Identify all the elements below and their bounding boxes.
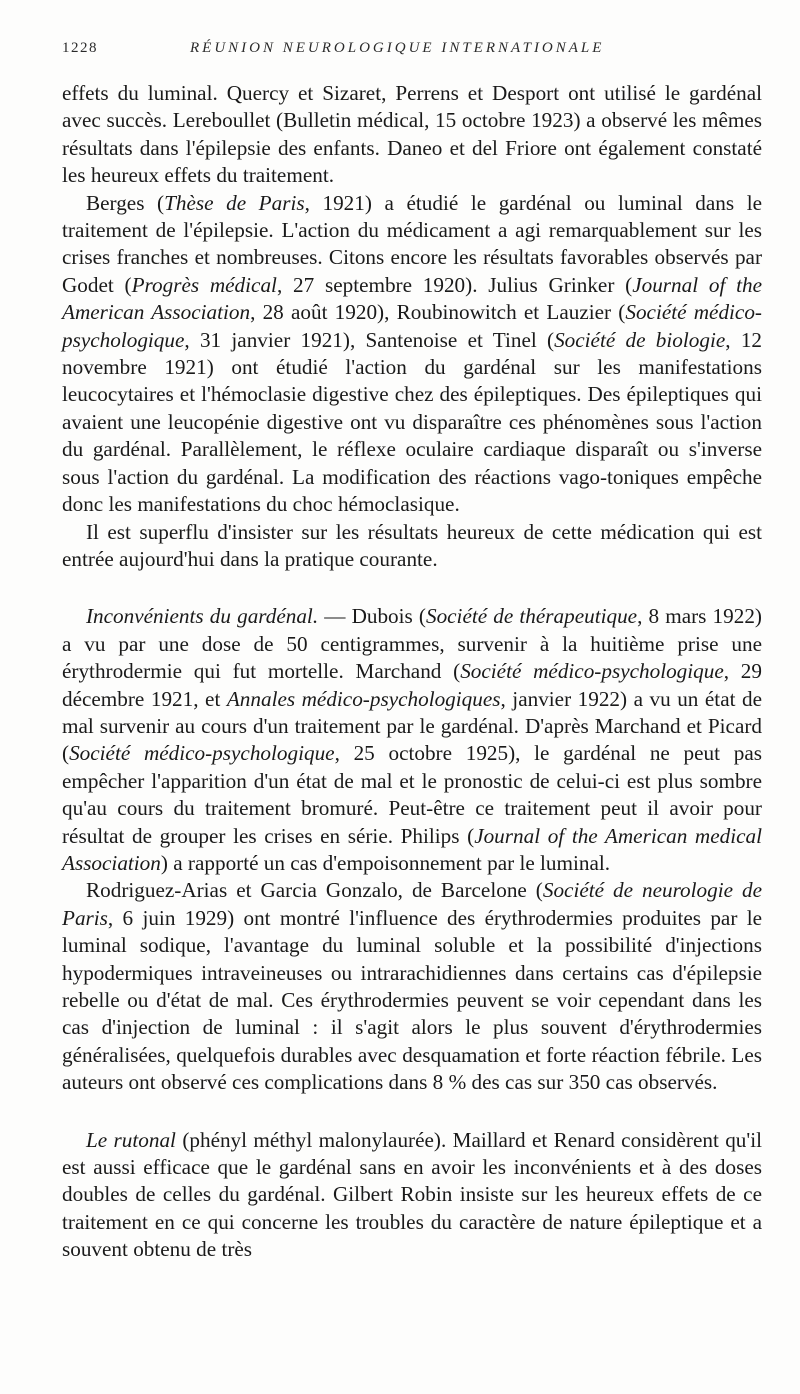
citation: Société de neurologie de Paris xyxy=(62,878,762,930)
text-run: , 31 janvier 1921), Santenoise et Tinel ( xyxy=(184,327,555,352)
text-run: , 29 décembre 1921, et xyxy=(62,659,762,711)
text-run: — Dubois ( xyxy=(318,604,426,629)
citation: Journal of the American Association xyxy=(62,272,763,325)
text-run: Berges ( xyxy=(86,190,165,215)
paragraph xyxy=(62,1127,762,1264)
citation: Société médico-psychologique xyxy=(69,741,335,766)
page-header xyxy=(62,40,770,70)
text-run: , 8 mars 1922) a vu par une dose de 50 centigrammes, survenir à la huitième prise une érythrodermie qui fut mortelle. Marchand ( xyxy=(62,604,762,684)
paragraph: Il est superflu d'insister sur les résultats heureux de cette médication qui est entrée aujourd'hui dans la pratique courante. xyxy=(62,519,762,571)
section-spacer xyxy=(62,573,762,603)
text-run: (phényl méthyl malonylaurée). Maillard et Renard considèrent qu'il est aussi efficace que le gardénal sans en avoir les inconvénients et à des doses doubles de celles du gardénal. Gilbert Robin insiste sur les heureux effets de ce traitement en ce qui concerne les troubles du caractère de nature épileptique et a souvent obtenu de très xyxy=(62,1127,762,1262)
citation: Progrès médical xyxy=(131,272,277,297)
text-run: ) a rapporté un cas d'empoisonnement par le luminal. xyxy=(160,850,611,875)
text-run: , 12 novembre 1921) ont étudié l'action du gardénal sur les manifestations leucocytaires et l'hémoclasie digestive chez des épileptiques. Des épileptiques qui avaient une leucopénie digestive ont vu disparaître ces phénomènes sous l'action du gardénal. Parallèlement, le réflexe oculaire cardiaque disparaît ou s'inverse sous l'action du gardénal. La modification des réactions vago-toniques empêche donc les manifestations du choc hémoclasique. xyxy=(62,327,763,517)
citation: Société de biologie xyxy=(554,327,726,352)
text-run: , janvier 1922) a vu un état de mal survenir au cours d'un traitement par le gardénal. D'après Marchand et Picard ( xyxy=(62,686,762,766)
citation: Société médico-psychologique xyxy=(62,300,762,352)
citation: Journal of the American medical Association xyxy=(62,823,762,875)
citation: Société de thérapeutique xyxy=(425,604,638,629)
text-run: , 6 juin 1929) ont montré l'influence des érythrodermies produites par le luminal sodique, l'avantage du luminal soluble et la possibilité d'injections hypodermiques intraveineuses ou intrarachidiennes dans certains cas d'épilepsie rebelle ou d'état de mal. Ces érythrodermies peuvent se voir cependant dans les cas d'injection de luminal : il s'agit alors le plus souvent d'érythrodermies généralisées, quelquefois durables avec desquamation et forte réaction fébrile. Les auteurs ont observé ces complications dans 8 % des cas sur 350 cas observés. xyxy=(62,905,762,1095)
paragraph xyxy=(62,877,762,1096)
text-run: Rodriguez-Arias et Garcia Gonzalo, de Barcelone ( xyxy=(86,878,543,903)
text-run: , 25 octobre 1925), le gardénal ne peut pas empêcher l'apparition d'un état de mal et le pronostic de celui-ci est plus sombre qu'au cours du traitement bromuré. Peut-être ce traitement peut il avoir pour résultat de grouper les crises en série. Philips ( xyxy=(62,741,762,848)
citation: Annales médico-psychologiques xyxy=(226,686,501,711)
paragraph: effets du luminal. Quercy et Sizaret, Perrens et Desport ont utilisé le gardénal avec succès. Lereboullet (Bulletin médical, 15 octobre 1923) a observé les mêmes résultats dans l'épilepsie des enfants. Daneo et del Friore ont également constaté les heureux effets du traitement. xyxy=(62,81,762,188)
citation: Société médico-psychologique xyxy=(460,659,724,684)
section-heading: Le rutonal xyxy=(86,1127,176,1152)
running-title: RÉUNION NEUROLOGIQUE INTERNATIONALE xyxy=(190,40,605,56)
page-number: 1228 xyxy=(62,40,98,56)
text-run: , 27 septembre 1920). Julius Grinker ( xyxy=(276,272,633,297)
section-spacer xyxy=(62,1097,762,1127)
text-run: , 28 août 1920), Roubinowitch et Lauzier ( xyxy=(250,300,626,325)
paragraph xyxy=(62,603,762,877)
citation: Thèse de Paris xyxy=(164,190,305,215)
text-run: , 1921) a étudié le gardénal ou luminal dans le traitement de l'épilepsie. L'action du médicament a agi remarquablement sur les crises franches et nombreuses. Citons encore les résultats favorables observés par Godet ( xyxy=(62,190,762,297)
section-heading: Inconvénients du gardénal. xyxy=(86,604,319,629)
paragraph xyxy=(62,190,762,519)
page-body xyxy=(62,80,762,1264)
